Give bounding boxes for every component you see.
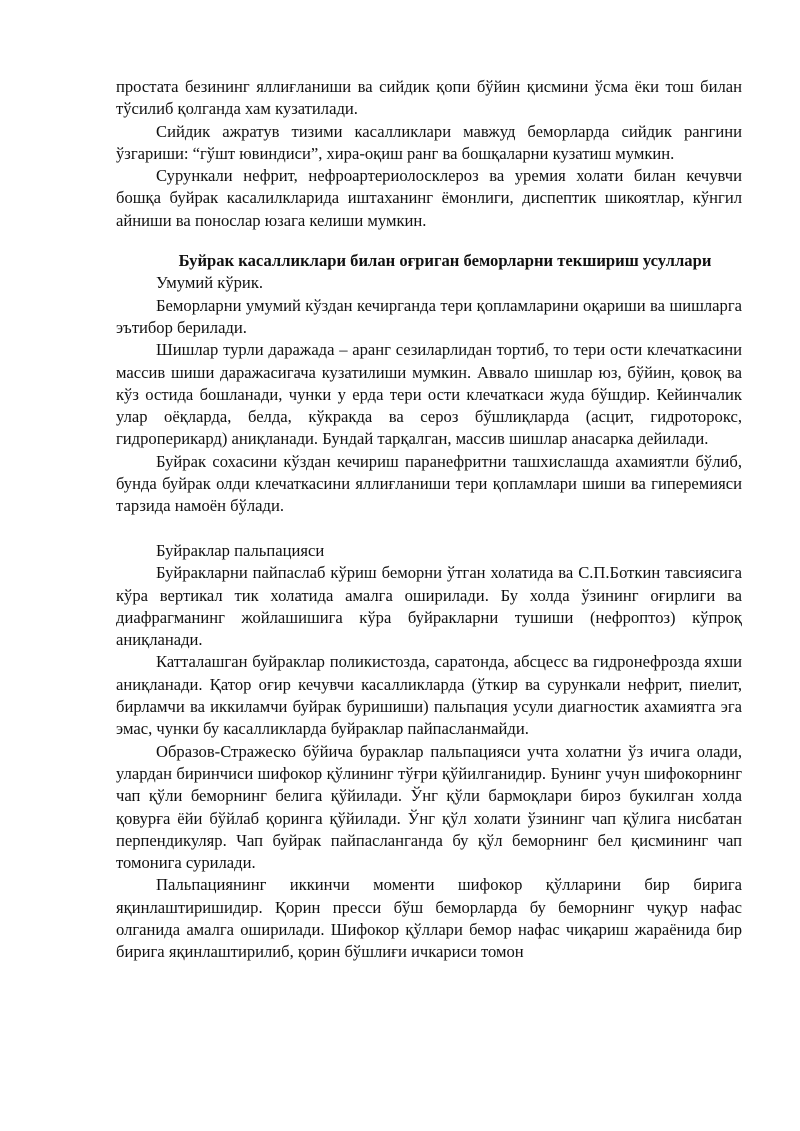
paragraph-obraztsov-strazhesko: Образов-Стражеско бўйича бураклар пальпацияси учта холатни ўз ичига олади, улардан биринчиси шифокор қўлининг тўғри қўйилганидир. Бунинг учун шифокорнинг чап қўли беморнинг белига қўйилади. Ўнг қўли бармоқлари бироз букилган холда қовурға ёйи бўйлаб қоринга қўйилади. Ўнг қўл холати ўзининг чап қўлига нисбатан перпендикуляр. Чап буйрак пайпасланганда бу қўл беморнинг бел қисмининг чап томонига сурилади. (116, 741, 742, 873)
subheading-general-exam: Умумий кўрик. (156, 273, 264, 293)
paragraph-skin-pallor: Беморларни умумий кўздан кечирганда тери қопламларини оқариши ва шишларга эътибор берилади. (116, 295, 742, 337)
paragraph-kidney-region: Буйрак сохасини кўздан кечириш паранефритни ташхислашда ахамиятли бўлиб, бунда буйрак олди клечаткасини яллиғланиши тери қопламлари шиши ва гиперемияси тарзида намоён бўлади. (116, 451, 742, 516)
paragraph-palpation-botkin: Буйракларни пайпаслаб кўриш беморни ўтган холатида ва С.П.Боткин тавсиясига кўра вертикал тик холатида амалга оширилади. Бу холда ўзининг оғирлиги ва диафрагманинг жойлашишига кўра буйракларни тушиши (нефроптоз) кўпроқ аниқланади. (116, 563, 742, 650)
paragraph-urine-color: Сийдик ажратув тизими касалликлари мавжуд беморларда сийдик рангини ўзгариши: “гўшт ювиндиси”, хира-оқиш ранг ва бошқаларни кузатиш мумкин. (116, 121, 742, 163)
paragraph-enlarged-kidneys: Катталашган буйраклар поликистозда, саратонда, абсцесс ва гидронефрозда яхши аниқланади. Қатор оғир кечувчи касалликларда (ўткир ва сурункали нефрит, пиелит, бирламчи ва иккиламчи буйрак буришиши) пальпация усули диагностик ахамиятга эга эмас, чунки бу касалликларда буйраклар пайпасланмайди. (116, 652, 742, 739)
paragraph-chronic-nephritis: Сурункали нефрит, нефроартериолосклероз ва уремия холати билан кечувчи бошқа буйрак касалилкларида иштаханинг ёмонлиги, диспептик шикоятлар, кўнгил айниши ва поноcлар юзага келиши мумкин. (116, 166, 742, 230)
paragraph-edema: Шишлар турли даражада – аранг сезиларлидан тортиб, то тери ости клечаткасини массив шиши даражасигача кузатилиши мумкин. Аввало шишлар юз, бўйин, қовоқ ва кўз остида бошланади, чунки у ерда тери ости клечаткаси жуда бўшдир. Кейинчалик улар оёқларда, белда, кўкракда ва сероз бўшлиқларда (асцит, гидроторокс, гидроперикард) аниқланади. Бундай тарқалган, массив шишлар анасарка дейилади. (116, 340, 742, 449)
section-title: Буйрак касалликлари билан оғриган беморларни текшириш усуллари (178, 251, 712, 271)
paragraph-second-moment: Пальпациянинг иккинчи моменти шифокор қўлларини бир бирига яқинлаштиришидир. Қорин пресси бўш беморларда бу беморнинг чуқур нафас олганида амалга оширилади. Шифокор қўллари бемор нафас чиқариш жараёнида бир бирига яқинлаштирилиб, қорин бўшлиғи ичкариси томон (116, 875, 742, 962)
subheading-palpation: Буйраклар пальпацияси (156, 540, 325, 560)
paragraph-continued: простата безининг яллиғланиши ва сийдик қопи бўйин қисмини ўсма ёки тош билан тўсилиб қолганда хам кузатилади. (116, 77, 742, 119)
blank-line (116, 518, 742, 540)
